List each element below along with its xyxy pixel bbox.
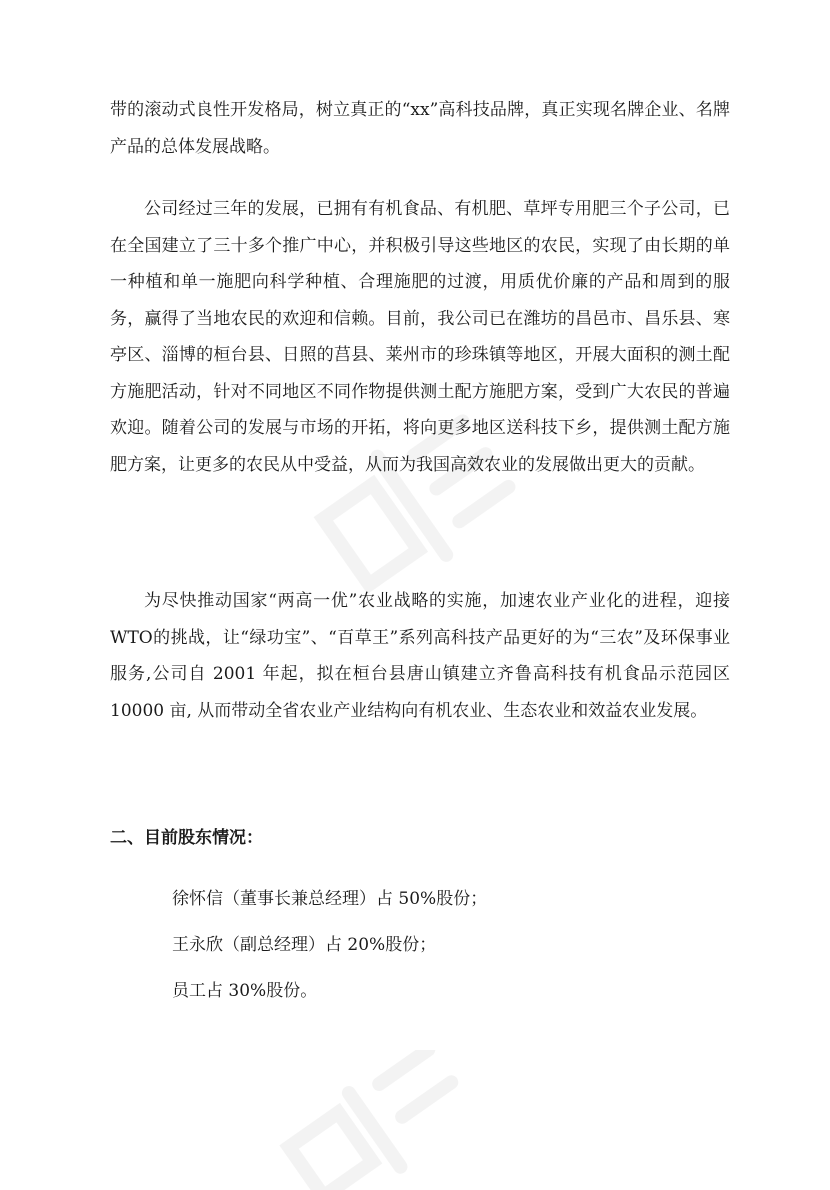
watermark-stamp-icon — [250, 1050, 510, 1190]
body-paragraph: 公司经过三年的发展，已拥有有机食品、有机肥、草坪专用肥三个子公司，已在全国建立了三十多个推广中心，并积极引导这些地区的农民，实现了由长期的单一种植和单一施肥向科学种植、合理施肥的过渡，用质优价廉的产品和周到的服务，赢得了当地农民的欢迎和信赖。目前，我公司已在潍坊的昌邑市、昌乐县、寒亭区、淄博的桓台县、日照的莒县、莱州市的珍珠镇等地区，开展大面积的测土配方施肥活动，针对不同地区不同作物提供测土配方施肥方案，受到广大农民的普遍欢迎。随着公司的发展与市场的开拓，将向更多地区送科技下乡，提供测土配方施肥方案，让更多的农民从中受益，从而为我国高效农业的发展做出更大的贡献。 — [110, 199, 730, 475]
shareholder-item: 员工占 30%股份。 — [172, 981, 318, 1001]
shareholder-item: 徐怀信（董事长兼总经理）占 50%股份； — [172, 889, 488, 909]
body-paragraph: 为尽快推动国家“两高一优”农业战略的实施，加速农业产业化的进程，迎接WTO的挑战，让“绿功宝”、“百草王”系列高科技产品更好的为“三农”及环保事业服务,公司自 2001 年起，拟在桓台县唐山镇建立齐鲁高科技有机食品示范园区 10000 亩, 从而带动全省农业产业结构向有机农业、生态农业和效益农业发展。 — [110, 591, 730, 721]
shareholder-item: 王永欣（副总经理）占 20%股份； — [172, 935, 437, 955]
body-paragraph: 带的滚动式良性开发格局，树立真正的“xx”高科技品牌，真正实现名牌企业、名牌产品的总体发展战略。 — [110, 100, 730, 157]
section-heading: 二、目前股东情况： — [110, 828, 263, 848]
